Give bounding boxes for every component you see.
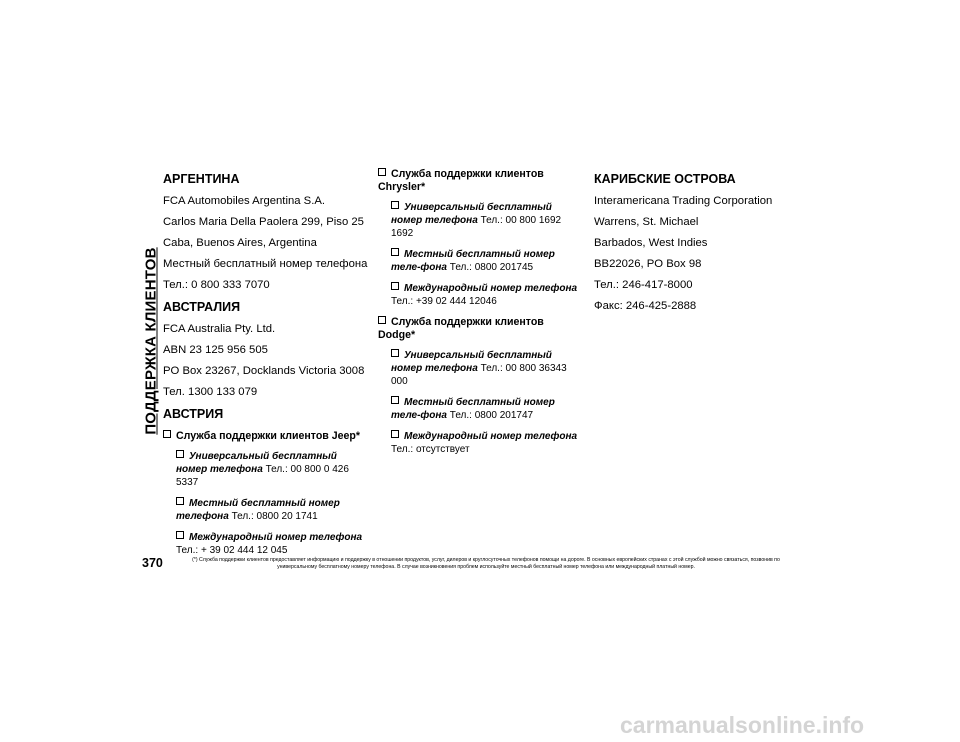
item-title: Международный номер телефона <box>404 283 578 294</box>
caribbean-line: Interamericana Trading Corporation <box>594 195 773 207</box>
checkbox-square-icon <box>391 248 399 256</box>
item-value: Тел.: 00 800 36343 000 <box>391 363 567 387</box>
checkbox-square-icon <box>391 282 399 290</box>
item-title: Универсальный бесплатный номер телефона <box>176 451 337 475</box>
item-value: Тел.: 0800 201745 <box>449 262 534 273</box>
item-title: Международный номер телефона <box>189 532 363 543</box>
item-title: Международный номер телефона <box>404 431 578 442</box>
caribbean-line: Тел.: 246-417-8000 <box>594 279 693 291</box>
heading-australia: АВСТРАЛИЯ <box>163 300 241 314</box>
item-title: Местный бесплатный номер теле-фона <box>391 249 555 273</box>
australia-line: FCA Australia Pty. Ltd. <box>163 323 276 335</box>
footnote: (*) Служба поддержки клиентов предоставляет информацию и поддержку в отношении продуктов, услуг, дилеров и круглосуточных телефонов помощи на дороге. В основных европейских странах с этой службой можно связаться, позвонив по универсальному бесплатному номеру телефона. В случае возникновения проблем используйте местный бесплатный номер телефона или международный платный номер. <box>192 557 780 570</box>
checkbox-square-icon <box>391 396 399 404</box>
item-title: Универсальный бесплатный номер телефона <box>391 350 552 374</box>
column-right <box>594 168 774 321</box>
side-section-title <box>140 160 162 522</box>
item-value: Тел.: 0800 20 1741 <box>231 511 318 522</box>
item-value: Тел.: 00 800 1692 1692 <box>391 215 562 239</box>
australia-line: PO Box 23267, Docklands Victoria 3008 <box>163 365 365 377</box>
caribbean-line: Факс: 246-425-2888 <box>594 300 697 312</box>
australia-line: Тел. 1300 133 079 <box>163 386 258 398</box>
page-number: 370 <box>142 556 163 570</box>
checkbox-square-icon <box>378 316 386 324</box>
service-dodge-label: Служба поддержки клиентов Dodge* <box>378 316 544 341</box>
item-title: Универсальный бесплатный номер телефона <box>391 202 552 226</box>
australia-line: ABN 23 125 956 505 <box>163 344 268 356</box>
item-value: Тел.: + 39 02 444 12 045 <box>176 545 288 556</box>
list-item <box>391 430 578 456</box>
argentina-line: Тел.: 0 800 333 7070 <box>163 279 270 291</box>
argentina-line: Местный бесплатный номер телефона <box>163 258 368 270</box>
list-item <box>391 349 578 388</box>
column-middle <box>378 168 578 464</box>
heading-caribbean: КАРИБСКИЕ ОСТРОВА <box>594 172 736 186</box>
checkbox-square-icon <box>163 430 171 438</box>
list-item <box>391 282 578 308</box>
caribbean-line: Warrens, St. Michael <box>594 216 699 228</box>
item-value: Тел.: отсутствует <box>391 444 470 455</box>
list-item <box>176 531 368 557</box>
checkbox-square-icon <box>391 430 399 438</box>
service-dodge <box>378 316 578 342</box>
item-title: Местный бесплатный номер телефона <box>176 498 340 522</box>
heading-austria: АВСТРИЯ <box>163 407 224 421</box>
item-value: Тел.: +39 02 444 12046 <box>391 296 497 307</box>
service-chrysler <box>378 168 578 194</box>
item-title: Местный бесплатный номер теле-фона <box>391 397 555 421</box>
checkbox-square-icon <box>176 531 184 539</box>
argentina-line: Caba, Buenos Aires, Argentina <box>163 237 317 249</box>
caribbean-line: BB22026, PO Box 98 <box>594 258 702 270</box>
column-left <box>163 168 368 565</box>
heading-argentina: АРГЕНТИНА <box>163 172 240 186</box>
list-item <box>391 248 578 274</box>
side-section-title-text: ПОДДЕРЖКА КЛИЕНТОВ <box>142 247 160 435</box>
list-item <box>391 201 578 240</box>
argentina-line: FCA Automobiles Argentina S.A. <box>163 195 326 207</box>
argentina-line: Carlos Maria Della Paolera 299, Piso 25 <box>163 216 364 228</box>
checkbox-square-icon <box>391 201 399 209</box>
list-item <box>391 396 578 422</box>
service-jeep <box>163 430 368 443</box>
checkbox-square-icon <box>176 450 184 458</box>
item-value: Тел.: 0800 201747 <box>449 410 534 421</box>
watermark: carmanualsonline.info <box>620 712 865 738</box>
list-item <box>176 497 368 523</box>
service-jeep-label: Служба поддержки клиентов Jeep* <box>176 430 361 442</box>
item-value: Тел.: 00 800 0 426 5337 <box>176 464 349 488</box>
caribbean-line: Barbados, West Indies <box>594 237 708 249</box>
checkbox-square-icon <box>378 168 386 176</box>
checkbox-square-icon <box>176 497 184 505</box>
list-item <box>176 450 368 489</box>
checkbox-square-icon <box>391 349 399 357</box>
service-chrysler-label: Служба поддержки клиентов Chrysler* <box>378 168 544 193</box>
